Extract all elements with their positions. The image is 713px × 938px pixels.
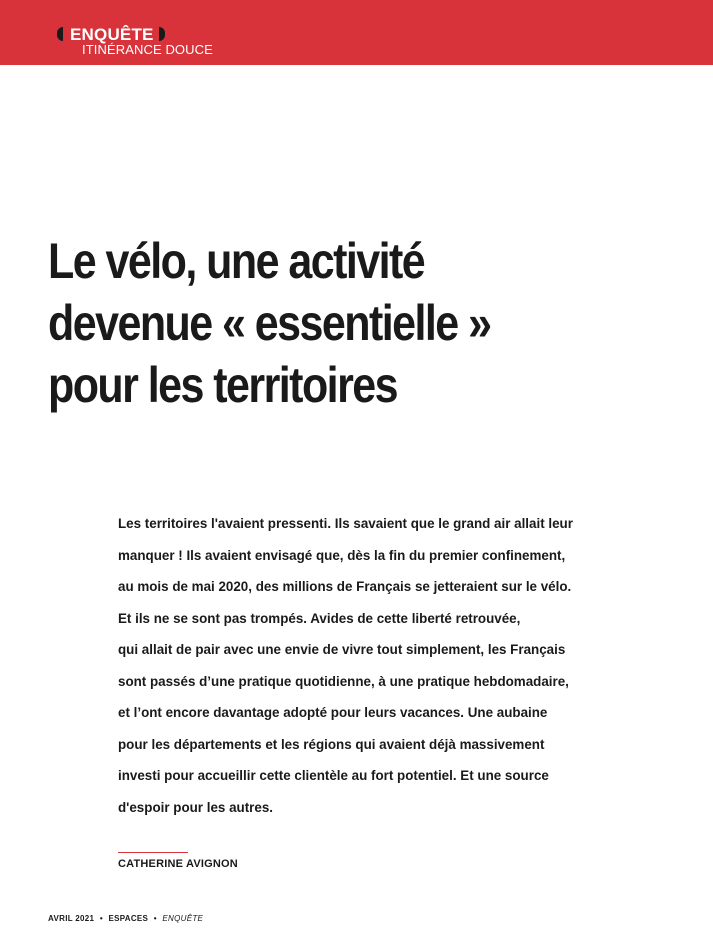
intro-line: au mois de mai 2020, des millions de Français se jetteraient sur le vélo. [118,579,572,594]
intro-line: Et ils ne se sont pas trompés. Avides de cette liberté retrouvée, [118,610,521,626]
intro-line: investi pour accueillir cette clientèle au fort potentiel. Et une source [118,768,549,783]
page-folio [48,914,203,923]
rubric-subtitle: ITINÉRANCE DOUCE [82,42,213,57]
section-rubric [57,25,213,56]
folio-separator: • [99,914,103,923]
intro-line: manquer ! Ils avaient envisagé que, dès la fin du premier confinement, [118,547,566,563]
article-title [48,230,598,416]
left-bracket-icon [57,27,63,41]
intro-line: sont passés d’une pratique quotidienne, à une pratique hebdomadaire, [118,673,569,689]
right-bracket-icon [159,27,165,41]
intro-line: Les territoires l'avaient pressenti. Ils savaient que le grand air allait leur [118,516,573,531]
intro-line: qui allait de pair avec une envie de vivre tout simplement, les Français [118,642,566,657]
intro-line: et l’ont encore davantage adopté pour leurs vacances. Une aubaine [118,705,548,720]
folio-separator: • [153,914,157,923]
article-title-line: devenue « essentielle » [48,295,491,351]
rubric-title-row [57,25,213,43]
article-intro [118,508,638,823]
intro-line: d'espoir pour les autres. [118,799,273,815]
article-title-line: pour les territoires [48,357,397,413]
rubric-title: ENQUÊTE [70,24,154,44]
folio-magazine: ESPACES [108,914,149,923]
article-title-line: Le vélo, une activité [48,233,425,289]
folio-date: AVRIL 2021 [48,914,95,923]
author-byline: CATHERINE AVIGNON [118,858,238,870]
intro-line: pour les départements et les régions qui avaient déjà massivement [118,736,545,752]
folio-section: ENQUÊTE [162,914,204,923]
author-divider [118,852,188,853]
